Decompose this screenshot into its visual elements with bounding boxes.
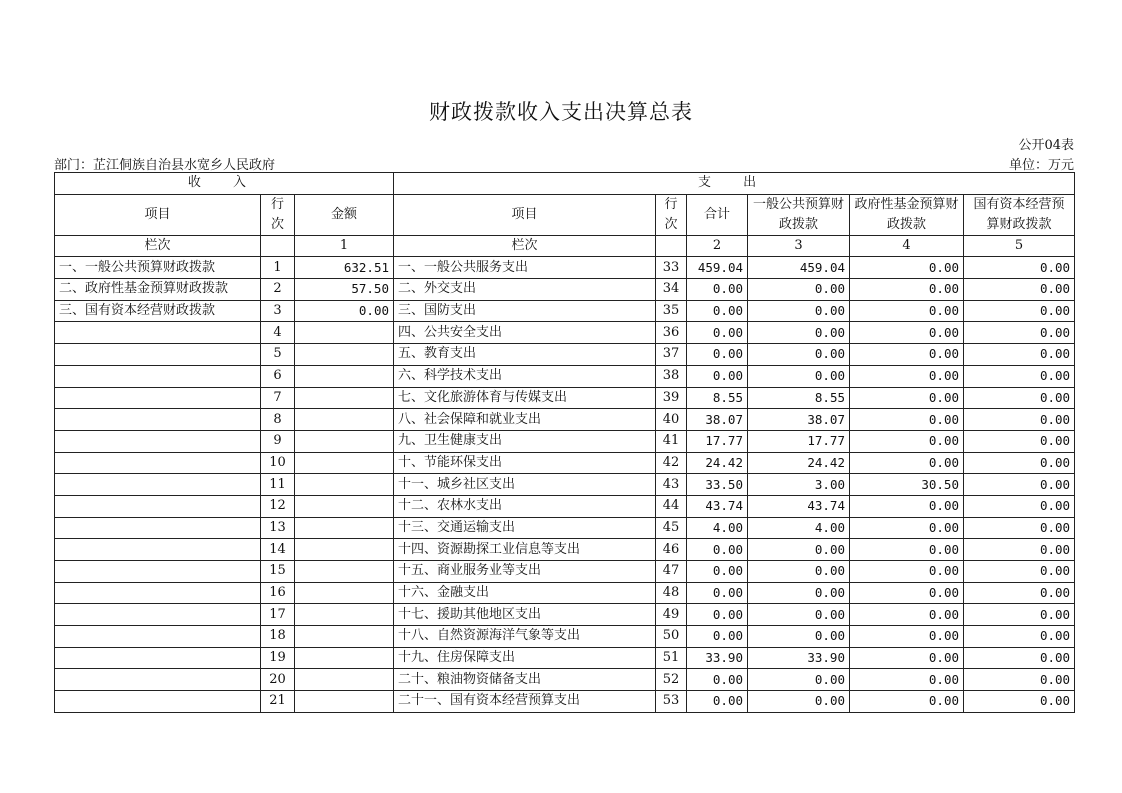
general-budget-cell: 0.00 [748, 365, 850, 387]
table-row [55, 561, 1075, 583]
income-item-cell [55, 430, 261, 452]
total-cell: 4.00 [687, 517, 748, 539]
expense-line-cell: 34 [656, 279, 687, 301]
income-item-cell [55, 474, 261, 496]
total-cell: 33.90 [687, 647, 748, 669]
general-budget-cell: 43.74 [748, 495, 850, 517]
state-capital-cell: 0.00 [964, 409, 1075, 431]
expense-item-header: 项目 [394, 194, 656, 235]
income-amount-cell [295, 604, 394, 626]
gov-fund-cell: 0.00 [850, 279, 964, 301]
income-item-cell [55, 647, 261, 669]
expense-item-cell: 九、卫生健康支出 [394, 430, 656, 452]
expense-line-cell: 44 [656, 495, 687, 517]
income-line-cell: 21 [261, 691, 295, 713]
department-label: 部门：芷江侗族自治县水宽乡人民政府 [54, 158, 276, 173]
expense-item-cell: 一、一般公共服务支出 [394, 257, 656, 279]
total-cell: 8.55 [687, 387, 748, 409]
state-capital-header: 国有资本经营预算财政拨款 [964, 194, 1075, 235]
state-capital-cell: 0.00 [964, 582, 1075, 604]
income-line-blank [261, 235, 295, 257]
table-row [55, 517, 1075, 539]
table-row [55, 344, 1075, 366]
column-header-row [55, 194, 1075, 235]
income-amount-cell [295, 517, 394, 539]
income-amount-header: 金额 [295, 194, 394, 235]
expense-line-header: 行次 [656, 194, 687, 235]
general-budget-cell: 0.00 [748, 300, 850, 322]
expense-item-cell: 四、公共安全支出 [394, 322, 656, 344]
income-line-cell: 1 [261, 257, 295, 279]
expense-item-cell: 二十、粮油物资储备支出 [394, 669, 656, 691]
general-budget-cell: 8.55 [748, 387, 850, 409]
expense-item-cell: 二、外交支出 [394, 279, 656, 301]
expense-line-cell: 45 [656, 517, 687, 539]
gov-fund-cell: 0.00 [850, 604, 964, 626]
income-item-cell [55, 517, 261, 539]
gov-fund-cell: 0.00 [850, 495, 964, 517]
income-item-cell [55, 452, 261, 474]
expense-line-cell: 41 [656, 430, 687, 452]
income-amount-cell [295, 387, 394, 409]
income-amount-cell [295, 626, 394, 648]
gov-fund-cell: 0.00 [850, 430, 964, 452]
table-row [55, 279, 1075, 301]
income-line-cell: 3 [261, 300, 295, 322]
income-line-cell: 6 [261, 365, 295, 387]
table-row [55, 582, 1075, 604]
table-row [55, 387, 1075, 409]
table-row [55, 257, 1075, 279]
gov-fund-cell: 0.00 [850, 257, 964, 279]
income-line-cell: 5 [261, 344, 295, 366]
expense-line-cell: 42 [656, 452, 687, 474]
expense-item-cell: 十二、农林水支出 [394, 495, 656, 517]
state-capital-cell: 0.00 [964, 495, 1075, 517]
income-line-header: 行次 [261, 194, 295, 235]
general-budget-cell: 0.00 [748, 626, 850, 648]
income-line-cell: 20 [261, 669, 295, 691]
general-budget-cell: 0.00 [748, 669, 850, 691]
income-amount-cell [295, 322, 394, 344]
general-budget-cell: 17.77 [748, 430, 850, 452]
gov-fund-cell: 0.00 [850, 539, 964, 561]
income-amount-cell: 0.00 [295, 300, 394, 322]
total-cell: 459.04 [687, 257, 748, 279]
table-row [55, 300, 1075, 322]
total-cell: 0.00 [687, 691, 748, 713]
general-budget-cell: 24.42 [748, 452, 850, 474]
gov-fund-cell: 0.00 [850, 669, 964, 691]
state-capital-cell: 0.00 [964, 344, 1075, 366]
col-number-3: 3 [748, 235, 850, 257]
state-capital-cell: 0.00 [964, 387, 1075, 409]
table-row [55, 604, 1075, 626]
gov-fund-header: 政府性基金预算财政拨款 [850, 194, 964, 235]
gov-fund-cell: 0.00 [850, 626, 964, 648]
state-capital-cell: 0.00 [964, 257, 1075, 279]
income-line-cell: 17 [261, 604, 295, 626]
general-budget-cell: 459.04 [748, 257, 850, 279]
gov-fund-cell: 0.00 [850, 452, 964, 474]
income-item-cell [55, 626, 261, 648]
income-amount-cell [295, 647, 394, 669]
income-line-cell: 19 [261, 647, 295, 669]
gov-fund-cell: 0.00 [850, 582, 964, 604]
income-amount-cell [295, 495, 394, 517]
gov-fund-cell: 0.00 [850, 647, 964, 669]
general-budget-cell: 3.00 [748, 474, 850, 496]
income-line-cell: 13 [261, 517, 295, 539]
expense-item-cell: 十八、自然资源海洋气象等支出 [394, 626, 656, 648]
expense-line-cell: 39 [656, 387, 687, 409]
total-cell: 24.42 [687, 452, 748, 474]
expense-line-cell: 36 [656, 322, 687, 344]
income-line-cell: 2 [261, 279, 295, 301]
total-cell: 0.00 [687, 322, 748, 344]
income-amount-cell: 57.50 [295, 279, 394, 301]
income-line-cell: 8 [261, 409, 295, 431]
col-number-2: 2 [687, 235, 748, 257]
income-item-cell [55, 409, 261, 431]
state-capital-cell: 0.00 [964, 365, 1075, 387]
expense-item-cell: 七、文化旅游体育与传媒支出 [394, 387, 656, 409]
state-capital-cell: 0.00 [964, 604, 1075, 626]
table-row [55, 495, 1075, 517]
expense-line-cell: 49 [656, 604, 687, 626]
table-row [55, 365, 1075, 387]
gov-fund-cell: 0.00 [850, 344, 964, 366]
report-title: 财政拨款收入支出决算总表 [429, 100, 693, 124]
state-capital-cell: 0.00 [964, 691, 1075, 713]
general-budget-cell: 0.00 [748, 691, 850, 713]
table-row [55, 452, 1075, 474]
income-amount-cell [295, 430, 394, 452]
table-row [55, 691, 1075, 713]
total-cell: 0.00 [687, 626, 748, 648]
expense-line-cell: 37 [656, 344, 687, 366]
income-line-cell: 14 [261, 539, 295, 561]
expense-item-cell: 三、国防支出 [394, 300, 656, 322]
total-cell: 0.00 [687, 561, 748, 583]
expense-line-cell: 48 [656, 582, 687, 604]
state-capital-cell: 0.00 [964, 474, 1075, 496]
income-amount-cell [295, 474, 394, 496]
income-item-cell [55, 582, 261, 604]
gov-fund-cell: 0.00 [850, 409, 964, 431]
general-budget-cell: 0.00 [748, 344, 850, 366]
total-cell: 0.00 [687, 539, 748, 561]
expense-item-cell: 五、教育支出 [394, 344, 656, 366]
state-capital-cell: 0.00 [964, 626, 1075, 648]
income-item-cell [55, 691, 261, 713]
table-row [55, 647, 1075, 669]
state-capital-cell: 0.00 [964, 430, 1075, 452]
section-header-row [55, 173, 1075, 195]
expense-line-cell: 51 [656, 647, 687, 669]
income-col-number: 1 [295, 235, 394, 257]
total-cell: 0.00 [687, 365, 748, 387]
total-cell: 0.00 [687, 604, 748, 626]
total-cell: 0.00 [687, 279, 748, 301]
expense-item-cell: 二十一、国有资本经营预算支出 [394, 691, 656, 713]
expense-line-cell: 47 [656, 561, 687, 583]
expense-line-cell: 40 [656, 409, 687, 431]
state-capital-cell: 0.00 [964, 669, 1075, 691]
income-line-cell: 10 [261, 452, 295, 474]
income-item-cell: 二、政府性基金预算财政拨款 [55, 279, 261, 301]
general-budget-cell: 0.00 [748, 561, 850, 583]
income-amount-cell [295, 452, 394, 474]
table-row [55, 669, 1075, 691]
expense-item-cell: 十四、资源勘探工业信息等支出 [394, 539, 656, 561]
general-budget-cell: 33.90 [748, 647, 850, 669]
form-number: 公开04表 [1018, 138, 1074, 153]
total-cell: 0.00 [687, 582, 748, 604]
table-row [55, 474, 1075, 496]
general-budget-cell: 0.00 [748, 604, 850, 626]
total-cell: 43.74 [687, 495, 748, 517]
general-budget-cell: 0.00 [748, 322, 850, 344]
income-item-cell [55, 387, 261, 409]
table-row [55, 539, 1075, 561]
income-item-cell [55, 539, 261, 561]
income-line-cell: 15 [261, 561, 295, 583]
state-capital-cell: 0.00 [964, 300, 1075, 322]
state-capital-cell: 0.00 [964, 279, 1075, 301]
expense-line-cell: 46 [656, 539, 687, 561]
income-item-cell [55, 344, 261, 366]
gov-fund-cell: 30.50 [850, 474, 964, 496]
state-capital-cell: 0.00 [964, 452, 1075, 474]
income-amount-cell [295, 344, 394, 366]
total-cell: 17.77 [687, 430, 748, 452]
gov-fund-cell: 0.00 [850, 365, 964, 387]
total-cell: 38.07 [687, 409, 748, 431]
income-item-cell: 一、一般公共预算财政拨款 [55, 257, 261, 279]
expense-line-cell: 33 [656, 257, 687, 279]
expense-line-cell: 35 [656, 300, 687, 322]
gov-fund-cell: 0.00 [850, 387, 964, 409]
table-row [55, 322, 1075, 344]
general-budget-cell: 0.00 [748, 539, 850, 561]
income-item-header: 项目 [55, 194, 261, 235]
income-line-cell: 12 [261, 495, 295, 517]
income-amount-cell: 632.51 [295, 257, 394, 279]
table-row [55, 430, 1075, 452]
state-capital-cell: 0.00 [964, 561, 1075, 583]
income-item-cell [55, 365, 261, 387]
expense-line-cell: 52 [656, 669, 687, 691]
income-item-cell [55, 604, 261, 626]
income-line-cell: 7 [261, 387, 295, 409]
col-number-4: 4 [850, 235, 964, 257]
expense-line-cell: 38 [656, 365, 687, 387]
expense-line-cell: 43 [656, 474, 687, 496]
general-budget-cell: 38.07 [748, 409, 850, 431]
income-col-label: 栏次 [55, 235, 261, 257]
column-number-row [55, 235, 1075, 257]
expense-item-cell: 十、节能环保支出 [394, 452, 656, 474]
total-cell: 33.50 [687, 474, 748, 496]
expense-item-cell: 十六、金融支出 [394, 582, 656, 604]
expense-item-cell: 十三、交通运输支出 [394, 517, 656, 539]
col-number-5: 5 [964, 235, 1075, 257]
gov-fund-cell: 0.00 [850, 691, 964, 713]
gov-fund-cell: 0.00 [850, 517, 964, 539]
expense-item-cell: 六、科学技术支出 [394, 365, 656, 387]
income-amount-cell [295, 409, 394, 431]
income-amount-cell [295, 691, 394, 713]
expense-line-cell: 53 [656, 691, 687, 713]
expense-line-cell: 50 [656, 626, 687, 648]
income-amount-cell [295, 539, 394, 561]
total-cell: 0.00 [687, 669, 748, 691]
income-line-cell: 9 [261, 430, 295, 452]
expense-item-cell: 十七、援助其他地区支出 [394, 604, 656, 626]
state-capital-cell: 0.00 [964, 322, 1075, 344]
income-line-cell: 18 [261, 626, 295, 648]
state-capital-cell: 0.00 [964, 517, 1075, 539]
gov-fund-cell: 0.00 [850, 322, 964, 344]
expense-item-cell: 八、社会保障和就业支出 [394, 409, 656, 431]
general-budget-cell: 0.00 [748, 582, 850, 604]
income-item-cell [55, 561, 261, 583]
general-budget-cell: 4.00 [748, 517, 850, 539]
total-cell: 0.00 [687, 300, 748, 322]
state-capital-cell: 0.00 [964, 647, 1075, 669]
income-item-cell [55, 322, 261, 344]
total-header: 合计 [687, 194, 748, 235]
expense-section-header: 支 出 [394, 173, 1075, 195]
budget-table [54, 172, 1075, 713]
gov-fund-cell: 0.00 [850, 561, 964, 583]
income-amount-cell [295, 561, 394, 583]
table-row [55, 626, 1075, 648]
income-amount-cell [295, 669, 394, 691]
unit-label: 单位：万元 [1008, 158, 1074, 173]
income-amount-cell [295, 582, 394, 604]
expense-item-cell: 十五、商业服务业等支出 [394, 561, 656, 583]
general-budget-header: 一般公共预算财政拨款 [748, 194, 850, 235]
income-item-cell [55, 669, 261, 691]
income-section-header: 收 入 [55, 173, 394, 195]
income-line-cell: 11 [261, 474, 295, 496]
income-line-cell: 16 [261, 582, 295, 604]
expense-line-blank [656, 235, 687, 257]
income-line-cell: 4 [261, 322, 295, 344]
general-budget-cell: 0.00 [748, 279, 850, 301]
expense-col-label: 栏次 [394, 235, 656, 257]
income-item-cell: 三、国有资本经营财政拨款 [55, 300, 261, 322]
total-cell: 0.00 [687, 344, 748, 366]
income-item-cell [55, 495, 261, 517]
gov-fund-cell: 0.00 [850, 300, 964, 322]
table-row [55, 409, 1075, 431]
expense-item-cell: 十一、城乡社区支出 [394, 474, 656, 496]
income-amount-cell [295, 365, 394, 387]
expense-item-cell: 十九、住房保障支出 [394, 647, 656, 669]
state-capital-cell: 0.00 [964, 539, 1075, 561]
